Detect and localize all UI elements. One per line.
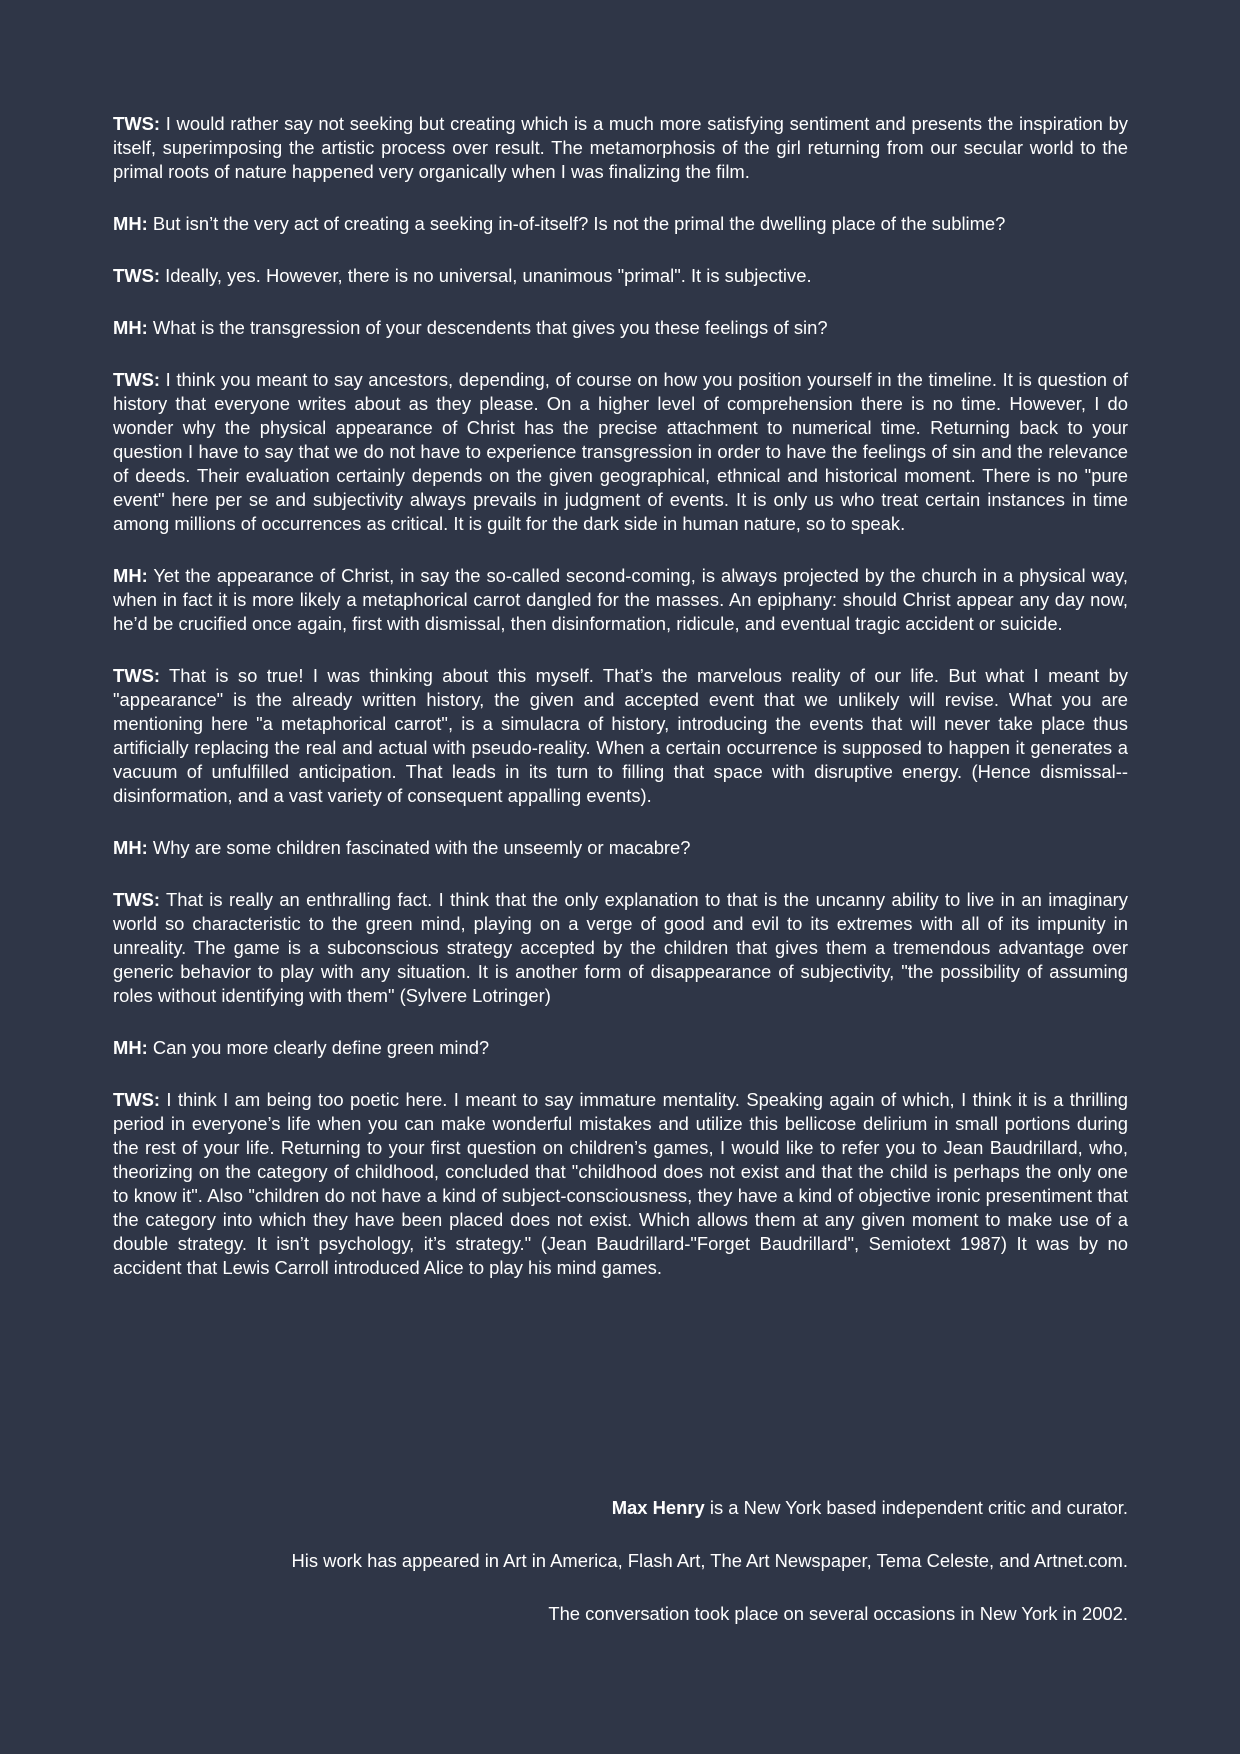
interview-paragraph bbox=[113, 664, 1128, 808]
speaker-label: TWS: bbox=[113, 889, 160, 910]
paragraph-text: Ideally, yes. However, there is no universal, unanimous "primal". It is subjective. bbox=[159, 265, 812, 286]
bio-line: His work has appeared in Art in America, Flash Art, The Art Newspaper, Tema Celeste, and Artnet.com. bbox=[291, 1550, 1128, 1571]
bio-line-text: is a New York based independent critic and curator. bbox=[704, 1497, 1128, 1518]
author-name: Max Henry bbox=[611, 1497, 705, 1518]
interview-paragraph bbox=[113, 368, 1128, 536]
paragraph-text: What is the transgression of your descendents that gives you these feelings of sin? bbox=[147, 317, 828, 338]
speaker-label: TWS: bbox=[113, 1089, 160, 1110]
paragraph-text: Why are some children fascinated with the unseemly or macabre? bbox=[147, 837, 691, 858]
interview-paragraph bbox=[113, 212, 1128, 236]
interview-paragraph bbox=[113, 316, 1128, 340]
speaker-label: TWS: bbox=[113, 665, 160, 686]
paragraph-text: I think you meant to say ancestors, depending, of course on how you position yourself in the timeline. It is question of history that everyone writes about as they please. On a higher level of comprehension there is no time. However, I do wonder why the physical appearance of Christ has the precise attachment to numerical time. Returning back to your question I have to say that we do not have to experience transgression in order to have the feelings of sin and the relevance of deeds. Their evaluation certainly depends on the given geographical, ethnical and historical moment. There is no "pure event" here per se and subjectivity always prevails in judgment of events. It is only us who treat certain instances in time among millions of occurrences as critical. It is guilt for the dark side in human nature, so to speak. bbox=[113, 369, 1128, 534]
speaker-label: TWS: bbox=[113, 265, 160, 286]
speaker-label: MH: bbox=[113, 1037, 148, 1058]
bio-line bbox=[292, 1496, 1129, 1520]
author-bio bbox=[292, 1496, 1129, 1655]
paragraph-text: Can you more clearly define green mind? bbox=[147, 1037, 490, 1058]
speaker-label: MH: bbox=[113, 317, 148, 338]
interview-paragraph bbox=[113, 1088, 1128, 1280]
bio-line: The conversation took place on several occasions in New York in 2002. bbox=[548, 1603, 1128, 1624]
speaker-label: TWS: bbox=[113, 113, 160, 134]
speaker-label: MH: bbox=[113, 565, 148, 586]
paragraph-text: I think I am being too poetic here. I meant to say immature mentality. Speaking again of which, I think it is a thrilling period in everyone’s life when you can make wonderful mistakes and utilize this bellicose delirium in small portions during the rest of your life. Returning to your first question on children’s games, I would like to refer you to Jean Baudrillard, who, theorizing on the category of childhood, concluded that "childhood does not exist and that the child is perhaps the only one to know it". Also "children do not have a kind of subject-consciousness, they have a kind of objective ironic presentiment that the category into which they have been placed does not exist. Which allows them at any given moment to make use of a double strategy. It isn’t psychology, it’s strategy." (Jean Baudrillard-"Forget Baudrillard", Semiotext 1987) It was by no accident that Lewis Carroll introduced Alice to play his mind games. bbox=[113, 1089, 1128, 1278]
paragraph-text: That is really an enthralling fact. I think that the only explanation to that is the uncanny ability to live in an imaginary world so characteristic to the green mind, playing on a verge of good and evil to its extremes with all of its impunity in unreality. The game is a subconscious strategy accepted by the children that gives them a tremendous advantage over generic behavior to play with any situation. It is another form of disappearance of subjectivity, "the possibility of assuming roles without identifying with them" (Sylvere Lotringer) bbox=[113, 889, 1128, 1006]
interview-paragraph bbox=[113, 564, 1128, 636]
interview-paragraph bbox=[113, 836, 1128, 860]
paragraph-text: Yet the appearance of Christ, in say the so-called second-coming, is always projected by the church in a physical way, when in fact it is more likely a metaphorical carrot dangled for the masses. An epiphany: should Christ appear any day now, he’d be crucified once again, first with dismissal, then disinformation, ridicule, and eventual tragic accident or suicide. bbox=[113, 565, 1128, 634]
paragraph-text: I would rather say not seeking but creating which is a much more satisfying sentiment and presents the inspiration by itself, superimposing the artistic process over result. The metamorphosis of the girl returning from our secular world to the primal roots of nature happened very organically when I was finalizing the film. bbox=[113, 113, 1128, 182]
interview-paragraph bbox=[113, 264, 1128, 288]
paragraph-text: But isn’t the very act of creating a seeking in-of-itself? Is not the primal the dwelling place of the sublime? bbox=[147, 213, 1006, 234]
interview-transcript bbox=[113, 112, 1128, 1280]
speaker-label: MH: bbox=[113, 213, 148, 234]
interview-paragraph bbox=[113, 1036, 1128, 1060]
speaker-label: TWS: bbox=[113, 369, 160, 390]
paragraph-text: That is so true! I was thinking about this myself. That’s the marvelous reality of our life. But what I meant by "appearance" is the already written history, the given and accepted event that we unlikely will revise. What you are mentioning here "a metaphorical carrot", is a simulacra of history, introducing the events that will never take place thus artificially replacing the real and actual with pseudo-reality. When a certain occurrence is supposed to happen it generates a vacuum of unfulfilled anticipation. That leads in its turn to filling that space with disruptive energy. (Hence dismissal--disinformation, and a vast variety of consequent appalling events). bbox=[113, 665, 1128, 806]
interview-paragraph bbox=[113, 888, 1128, 1008]
speaker-label: MH: bbox=[113, 837, 148, 858]
interview-paragraph bbox=[113, 112, 1128, 184]
